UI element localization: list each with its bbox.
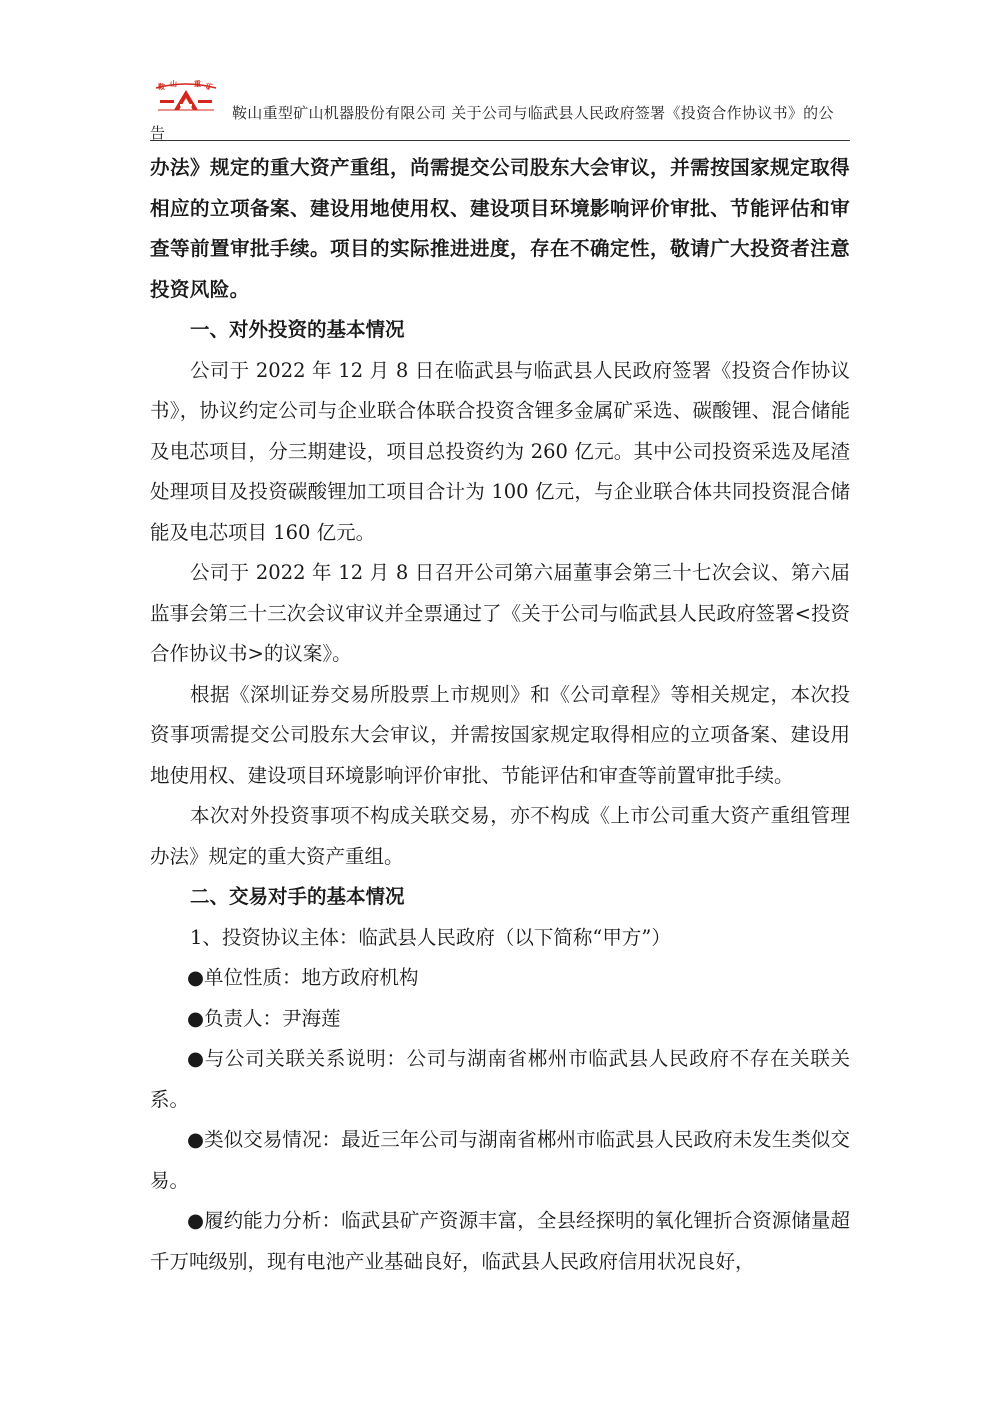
bullet-item: ●单位性质：地方政府机构 <box>187 966 419 989</box>
header-title: 鞍山重型矿山机器股份有限公司 关于公司与临武县人民政府签署《投资合作协议书》的公 <box>232 104 834 122</box>
page-header <box>150 78 850 142</box>
bullet-item: ●履约能力分析：临武县矿产资源丰富，全县经探明的氧化锂折合资源储量超千万吨级别，现有电池产业基础良好，临武县人民政府信用状况良好， <box>150 1209 850 1273</box>
paragraph: 公司于 2022 年 12 月 8 日在临武县与临武县人民政府签署《投资合作协议书》，协议约定公司与企业联合体联合投资含锂多金属矿采选、碳酸锂、混合储能及电芯项目，分三期建设，项目总投资约为 260 亿元。其中公司投资采选及尾渣处理项目及投资碳酸锂加工项目合计为 100 亿元，与企业联合体共同投资混合储能及电芯项目 160 亿元。 <box>150 358 850 544</box>
paragraph: 1、投资协议主体：临武县人民政府（以下简称“甲方”） <box>190 925 671 949</box>
bullet-item: ●与公司关联关系说明：公司与湖南省郴州市临武县人民政府不存在关联关系。 <box>150 1047 850 1111</box>
svg-text:重: 重 <box>194 80 201 88</box>
paragraph: 公司于 2022 年 12 月 8 日召开公司第六届董事会第三十七次会议、第六届监事会第三十三次会议审议并全票通过了《关于公司与临武县人民政府签署<投资合作协议书>的议案》。 <box>150 561 850 665</box>
risk-notice-paragraph: 办法》规定的重大资产重组，尚需提交公司股东大会审议，并需按国家规定取得相应的立项备案、建设用地使用权、建设项目环境影响评价审批、节能评估和审查等前置审批手续。项目的实际推进进度，存在不确定性，敬请广大投资者注意投资风险。 <box>150 156 850 301</box>
paragraph: 本次对外投资事项不构成关联交易，亦不构成《上市公司重大资产重组管理办法》规定的重大资产重组。 <box>150 804 850 868</box>
svg-text:鞍: 鞍 <box>158 83 165 91</box>
section-heading-2: 二、交易对手的基本情况 <box>190 885 405 908</box>
svg-text:矿: 矿 <box>206 83 213 91</box>
document-body <box>150 148 850 1282</box>
bullet-item: ●负责人：尹海莲 <box>187 1006 341 1030</box>
company-logo <box>152 80 220 114</box>
paragraph: 根据《深圳证券交易所股票上市规则》和《公司章程》等相关规定，本次投资事项需提交公司股东大会审议，并需按国家规定取得相应的立项备案、建设用地使用权、建设项目环境影响评价审批、节能评估和审查等前置审批手续。 <box>150 682 850 787</box>
header-divider <box>150 140 850 141</box>
svg-text:山: 山 <box>170 80 177 88</box>
header-title-continued: 告 <box>150 124 166 142</box>
section-heading-1: 一、对外投资的基本情况 <box>190 318 405 341</box>
bullet-item: ●类似交易情况：最近三年公司与湖南省郴州市临武县人民政府未发生类似交易。 <box>150 1128 850 1192</box>
